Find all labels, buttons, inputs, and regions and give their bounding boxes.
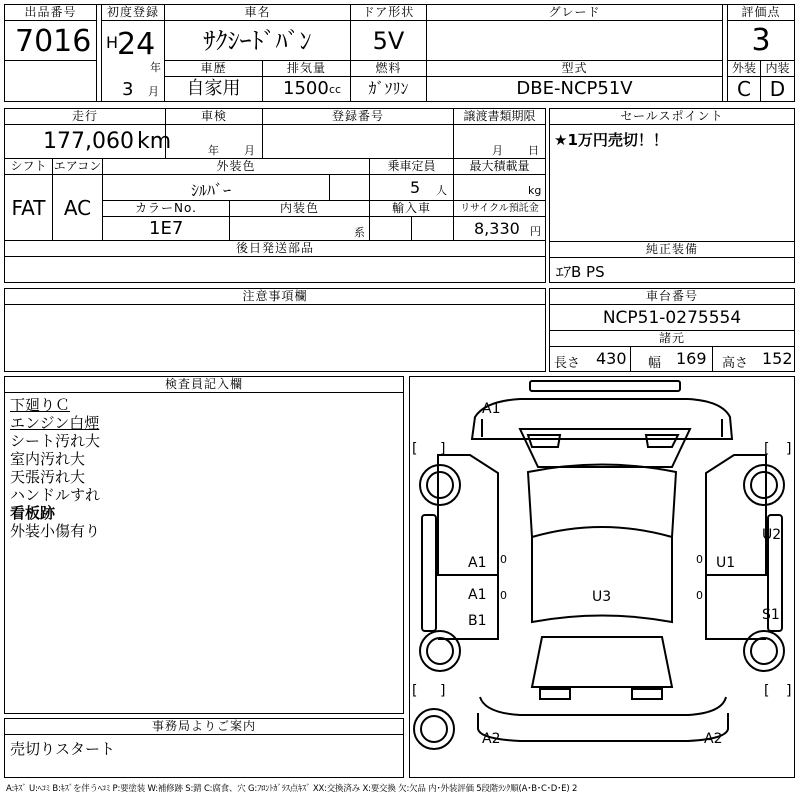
load-unit: kg [528, 184, 542, 197]
reg-year: 24 [117, 27, 156, 62]
note-line: 天張汚れ大 [10, 468, 86, 486]
recycle-cell [454, 217, 545, 241]
shift-label: シフト [5, 159, 53, 175]
damage-mark: B1 [468, 613, 487, 629]
shift-value: FAT [11, 196, 46, 220]
bracket-mark: [ [412, 441, 418, 457]
note-line: エンジン白煙 [10, 414, 100, 432]
history-cell [165, 77, 263, 101]
damage-mark: A2 [704, 731, 723, 747]
chassis-value: NCP51-0275554 [602, 308, 742, 328]
ac-cell [53, 175, 103, 241]
chassis-cell [550, 305, 794, 331]
capacity-unit: 人 [436, 184, 447, 197]
caution-label: 注意事項欄 [5, 289, 545, 305]
door-cell [351, 21, 427, 61]
grade-cell [427, 21, 723, 61]
legend: A:ｷｽﾞ U:ﾍｺﾐ B:ｷｽﾞを伴うﾍｺﾐ P:要塗装 W:補修跡 S:錆 C:腐食、穴 G:ﾌﾛﾝﾄｶﾞﾗｽ点ｷｽﾞ XX:交換済み X:要交換 欠:欠品 内･外装評価 5段階ﾗﾝｸ順(A･B･C･D･E) 2 [6, 784, 578, 794]
history-value: 自家用 [186, 78, 241, 99]
dims-label: 諸元 [550, 331, 794, 347]
exterior-label: 外装 [727, 61, 761, 77]
dims-sep-2 [712, 347, 713, 371]
interior-label: 内装 [761, 61, 794, 77]
import-cell-b [412, 217, 454, 241]
note-line: 看板跡 [10, 504, 56, 522]
interior-color-cell [230, 217, 370, 241]
reg-label: 登録番号 [263, 109, 454, 125]
sales-point-text: ★1万円売切！！ [554, 131, 668, 149]
sales-point-label: セールスポイント [550, 109, 794, 125]
displacement-cell [263, 77, 351, 101]
insp-month-unit: 月 [244, 144, 255, 157]
chassis-label: 車台番号 [550, 289, 794, 305]
mileage-label: 走行 [5, 109, 166, 125]
height-value: 152 [762, 349, 793, 368]
note-line: シート汚れ大 [10, 432, 101, 450]
damage-mark: U1 [716, 555, 736, 571]
note-line: 外装小傷有り [10, 522, 101, 540]
first-reg-label: 初度登録 [101, 5, 165, 21]
import-cell-a [370, 217, 412, 241]
mileage-unit: km [137, 129, 172, 154]
dims-row [550, 347, 794, 371]
lot-number: 7016 [15, 24, 92, 59]
transfer-day-unit: 日 [528, 144, 539, 157]
zero-mark: 0 [696, 589, 703, 602]
history-label: 車歴 [165, 61, 263, 77]
fuel-value: ｶﾞｿﾘﾝ [368, 79, 409, 98]
office-label: 事務局よりご案内 [5, 719, 403, 735]
fuel-label: 燃料 [351, 61, 427, 77]
lot-lower-cell [5, 61, 97, 101]
note-line: 下廻りＣ [10, 396, 71, 414]
bracket-mark: [ [764, 441, 770, 457]
recycle-label: リサイクル預託金 [454, 201, 545, 217]
damage-mark: A1 [468, 555, 487, 571]
color-no-cell [103, 217, 230, 241]
load-cell [454, 175, 545, 201]
color-no-value: 1E7 [149, 218, 184, 239]
damage-mark: A1 [482, 401, 501, 417]
car-name-label: 車名 [165, 5, 351, 21]
month-unit: 月 [148, 85, 159, 98]
dims-sep-1 [630, 347, 631, 371]
grade-label: グレード [427, 5, 723, 21]
interior-cell [761, 77, 794, 101]
lot-number-cell [5, 21, 97, 61]
insp-year-unit: 年 [208, 144, 219, 157]
era: H [106, 33, 119, 52]
score-cell [727, 21, 794, 61]
office-text: 売切りスタート [10, 740, 116, 758]
length-label: 長さ [554, 356, 581, 371]
model-cell [427, 77, 723, 101]
door-type: 5V [372, 27, 405, 55]
model-label: 型式 [427, 61, 723, 77]
interior-color-unit: 系 [354, 226, 365, 239]
car-name-cell [165, 21, 351, 61]
height-label: 高さ [722, 356, 749, 371]
capacity-cell [370, 175, 454, 201]
import-label: 輸入車 [370, 201, 454, 217]
capacity-label: 乗車定員 [370, 159, 454, 175]
recycle-unit: 円 [530, 225, 541, 238]
damage-mark: S1 [762, 607, 780, 623]
shift-cell [5, 175, 53, 241]
fuel-cell [351, 77, 427, 101]
exterior-cell [727, 77, 761, 101]
zero-mark: 0 [500, 589, 507, 602]
bracket-mark: ] [786, 441, 792, 457]
later-parts-label: 後日発送部品 [5, 241, 545, 257]
bracket-mark: ] [440, 683, 446, 699]
width-label: 幅 [648, 356, 662, 371]
interior-color-label: 内装色 [230, 201, 370, 217]
load-label: 最大積載量 [454, 159, 545, 175]
displacement-unit: cc [329, 83, 342, 96]
genuine-label: 純正装備 [550, 242, 794, 258]
note-line: ハンドルすれ [10, 486, 101, 504]
damage-mark: A1 [468, 587, 487, 603]
door-label: ドア形状 [351, 5, 427, 21]
displacement-value: 1500 [283, 78, 329, 99]
displacement-label: 排気量 [263, 61, 351, 77]
exterior-value: C [737, 77, 751, 101]
inspector-notes [10, 396, 100, 540]
later-parts-cell [5, 257, 545, 282]
inspection-label: 車検 [166, 109, 263, 125]
genuine-text: ｴｱB PS [556, 263, 605, 281]
transfer-label: 譲渡書類期限 [454, 109, 545, 125]
first-reg-cell [101, 21, 165, 101]
model-value: DBE-NCP51V [516, 78, 633, 99]
note-line: 室内汚れ大 [10, 450, 86, 468]
color-value: ｼﾙﾊﾞｰ [191, 181, 232, 200]
mileage-value: 177,060 [43, 129, 134, 154]
mileage-cell [5, 125, 172, 159]
zero-mark: 0 [500, 553, 507, 566]
damage-mark: A2 [482, 731, 501, 747]
bracket-mark: ] [440, 441, 446, 457]
bracket-mark: ] [786, 683, 792, 699]
zero-mark: 0 [696, 553, 703, 566]
car-diagram [410, 377, 794, 777]
reg-cell [263, 125, 454, 159]
bracket-mark: [ [412, 683, 418, 699]
car-name: ｻｸｼｰﾄﾞﾊﾞﾝ [203, 27, 312, 55]
score-label: 評価点 [727, 5, 794, 21]
interior-value: D [769, 77, 786, 101]
recycle-value: 8,330 [474, 219, 520, 238]
length-value: 430 [596, 349, 627, 368]
transfer-cell [454, 125, 545, 159]
bracket-mark: [ [764, 683, 770, 699]
ac-value: AC [63, 196, 92, 220]
damage-mark: U3 [592, 589, 612, 605]
ac-label: エアコン [53, 159, 102, 173]
reg-month: 3 [122, 79, 134, 100]
width-value: 169 [676, 349, 707, 368]
damage-mark: U2 [762, 527, 782, 543]
color-extra-cell [330, 175, 370, 201]
transfer-month-unit: 月 [492, 144, 503, 157]
score-value: 3 [751, 23, 771, 58]
year-unit: 年 [150, 61, 161, 74]
color-label: 外装色 [103, 159, 370, 175]
color-no-label: カラーNo. [103, 201, 230, 217]
inspection-cell [166, 125, 263, 159]
color-cell [103, 175, 330, 201]
capacity-value: 5 [410, 178, 421, 197]
inspector-label: 検査員記入欄 [5, 377, 403, 393]
lot-label: 出品番号 [5, 5, 97, 21]
